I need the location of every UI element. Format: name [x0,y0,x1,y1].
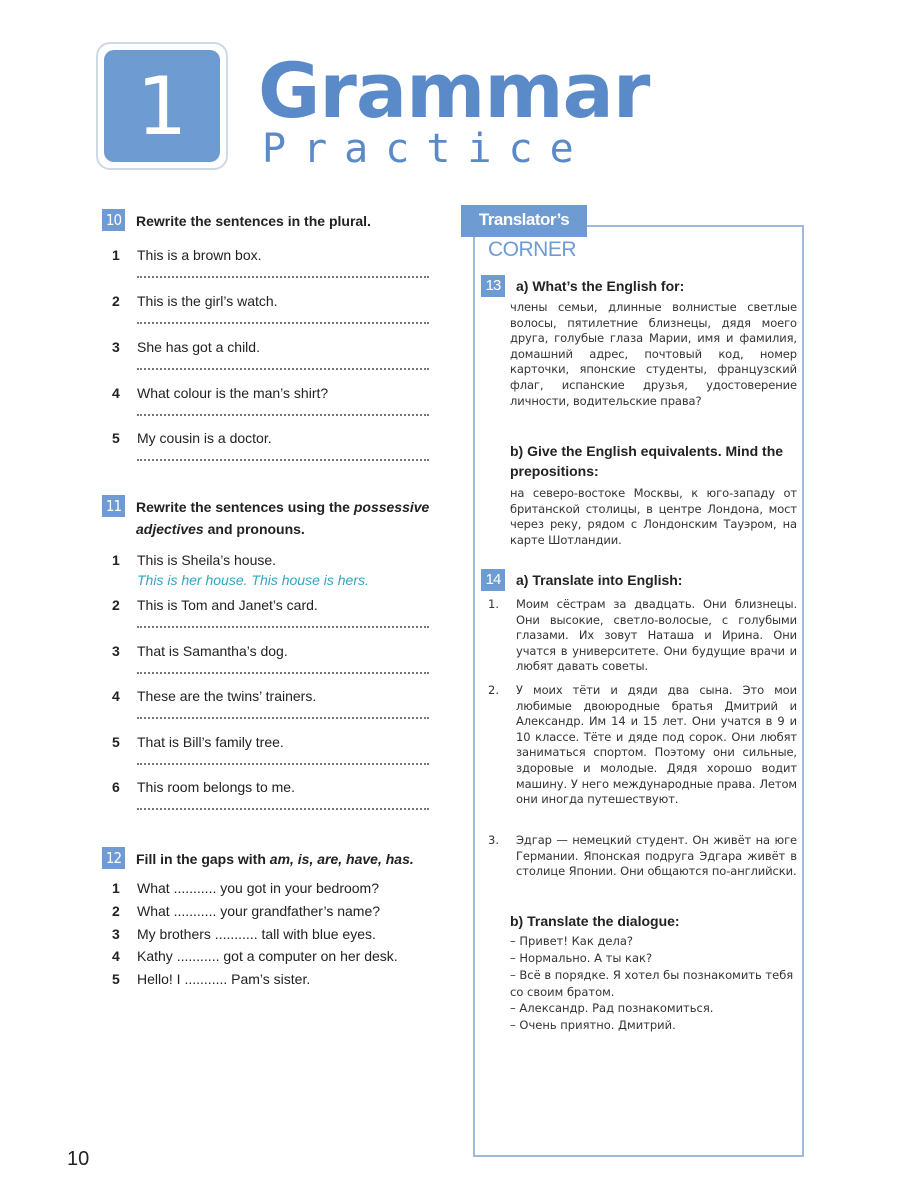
item-number: 1 [112,880,120,896]
answer-line[interactable] [137,322,429,324]
item-number: 1. [488,597,499,611]
answer-line[interactable] [137,717,429,719]
list-item [102,777,432,823]
item-text: This is Tom and Janet’s card. [137,597,318,613]
page-subtitle: Practice [262,126,591,172]
list-item [102,924,432,946]
list-item: У моих тёти и дяди два сына. Это мои любимые двоюродные братья Дмитрий и Александр. Им 14 и 15 лет. Они учатся в 9 и 10 классе. Тёте и дяде под сорок. Они любят заниматься спортом. Поэтому они сильные, здоровые и молодые. Дядя хорошо водит машину. У него международные права. Летом они иногда путешествуют. [516,683,797,807]
item-text: This is a brown box. [137,247,262,263]
item-number: 5 [112,430,120,446]
item-number: 4 [112,688,120,704]
item-text: This is Sheila’s house. [137,552,277,568]
item-text: She has got a child. [137,339,260,355]
exercise-13a-text: члены семьи, длинные волнистые светлые волосы, пятилетние близнецы, дядя моего друга, голубые глаза Марии, имя и фамилия, домашний адрес, почтовый код, номер карточки, японские студенты, французский флаг, испанские друзья, удостоверение личности, водительские права? [510,300,797,408]
list-item [102,291,432,337]
answer-line[interactable] [137,626,429,628]
list-item [102,686,432,732]
page-number: 10 [67,1148,90,1170]
list-item [102,550,432,596]
exercise-number: 11 [102,495,125,517]
item-number: 3. [488,833,499,847]
item-text: Hello! I ........... Pam’s sister. [137,971,311,987]
item-text: This room belongs to me. [137,779,295,795]
list-item [102,337,432,383]
answer-line[interactable] [137,763,429,765]
dialogue-line: – Нормально. А ты как? [510,951,653,965]
exercise-instruction: Fill in the gaps with am, is, are, have, has. [136,851,414,867]
item-number: 2 [112,903,120,919]
list-item [102,383,432,429]
answer-line[interactable] [137,672,429,674]
list-item [102,641,432,687]
answer-line[interactable] [137,808,429,810]
dialogue-line: – Александр. Рад познакомиться. [510,1001,714,1015]
list-item: Эдгар — немецкий студент. Он живёт на юге Германии. Японская подруга Эдгара живёт в столице Японии. Они общаются по-английски. [516,833,797,879]
item-text: These are the twins’ trainers. [137,688,317,704]
item-number: 4 [112,385,120,401]
exercise-13a-heading: a) What’s the English for: [516,278,685,294]
list-item: Моим сёстрам за двадцать. Они близнецы. Они высокие, светло-волосые, с голубыми глазами. Их зовут Наташа и Ирина. Они учатся в университете. Они будущие врачи и любят давать советы. [516,597,797,674]
item-number: 5 [112,734,120,750]
page-title: Grammar [258,46,650,135]
item-text: That is Samantha’s dog. [137,643,288,659]
item-text: My brothers ........... tall with blue eyes. [137,926,376,942]
exercise-instruction: Rewrite the sentences in the plural. [136,213,371,229]
item-number: 5 [112,971,120,987]
item-number: 3 [112,643,120,659]
answer-line[interactable] [137,368,429,370]
unit-number: 1 [104,50,220,162]
unit-number-box [96,42,228,170]
exercise-14a-heading: a) Translate into English: [516,572,683,588]
answer-line[interactable] [137,276,429,278]
translators-corner-label: Translator’s [461,205,587,237]
exercise-13b-heading: b) Give the English equivalents. Mind the prepositions: [510,443,784,479]
exercise-number: 13 [481,275,505,297]
item-text: This is the girl’s watch. [137,293,278,309]
exercise-14b-heading: b) Translate the dialogue: [510,913,680,929]
list-item [102,245,432,291]
dialogue-line: – Всё в порядке. Я хотел бы познакомить тебя со своим братом. [510,968,794,999]
item-number: 2 [112,293,120,309]
answer-line[interactable] [137,459,429,461]
item-number: 3 [112,926,120,942]
list-item [102,732,432,778]
exercise-number: 14 [481,569,505,591]
item-number: 1 [112,552,120,568]
list-item [102,946,432,968]
item-text: What ........... you got in your bedroom? [137,880,380,896]
item-number: 1 [112,247,120,263]
list-item [102,428,432,474]
item-text: My cousin is a doctor. [137,430,272,446]
list-item [102,595,432,641]
item-text: What colour is the man’s shirt? [137,385,329,401]
list-item [102,969,432,991]
item-number: 4 [112,948,120,964]
exercise-13b-text: на северо-востоке Москвы, к юго-западу от британской столицы, в центре Лондона, мост через реку, рядом с Лондонским Тауэром, на карте Шотландии. [510,486,797,547]
example-answer: This is her house. This house is hers. [137,572,369,588]
item-text: Kathy ........... got a computer on her desk. [137,948,398,964]
list-item [102,901,432,923]
dialogue-line: – Привет! Как дела? [510,934,633,948]
dialogue-line: – Очень приятно. Дмитрий. [510,1018,676,1032]
item-number: 3 [112,339,120,355]
exercise-instruction: Rewrite the sentences using the possessive adjectives and pronouns. [136,499,430,537]
item-number: 2. [488,683,499,697]
exercise-number: 10 [102,209,125,231]
answer-line[interactable] [137,414,429,416]
list-item [102,878,432,900]
item-text: That is Bill’s family tree. [137,734,284,750]
item-text: What ........... your grandfather’s name? [137,903,381,919]
item-number: 6 [112,779,120,795]
item-number: 2 [112,597,120,613]
translators-corner-title: CORNER [488,238,577,261]
exercise-number: 12 [102,847,125,869]
